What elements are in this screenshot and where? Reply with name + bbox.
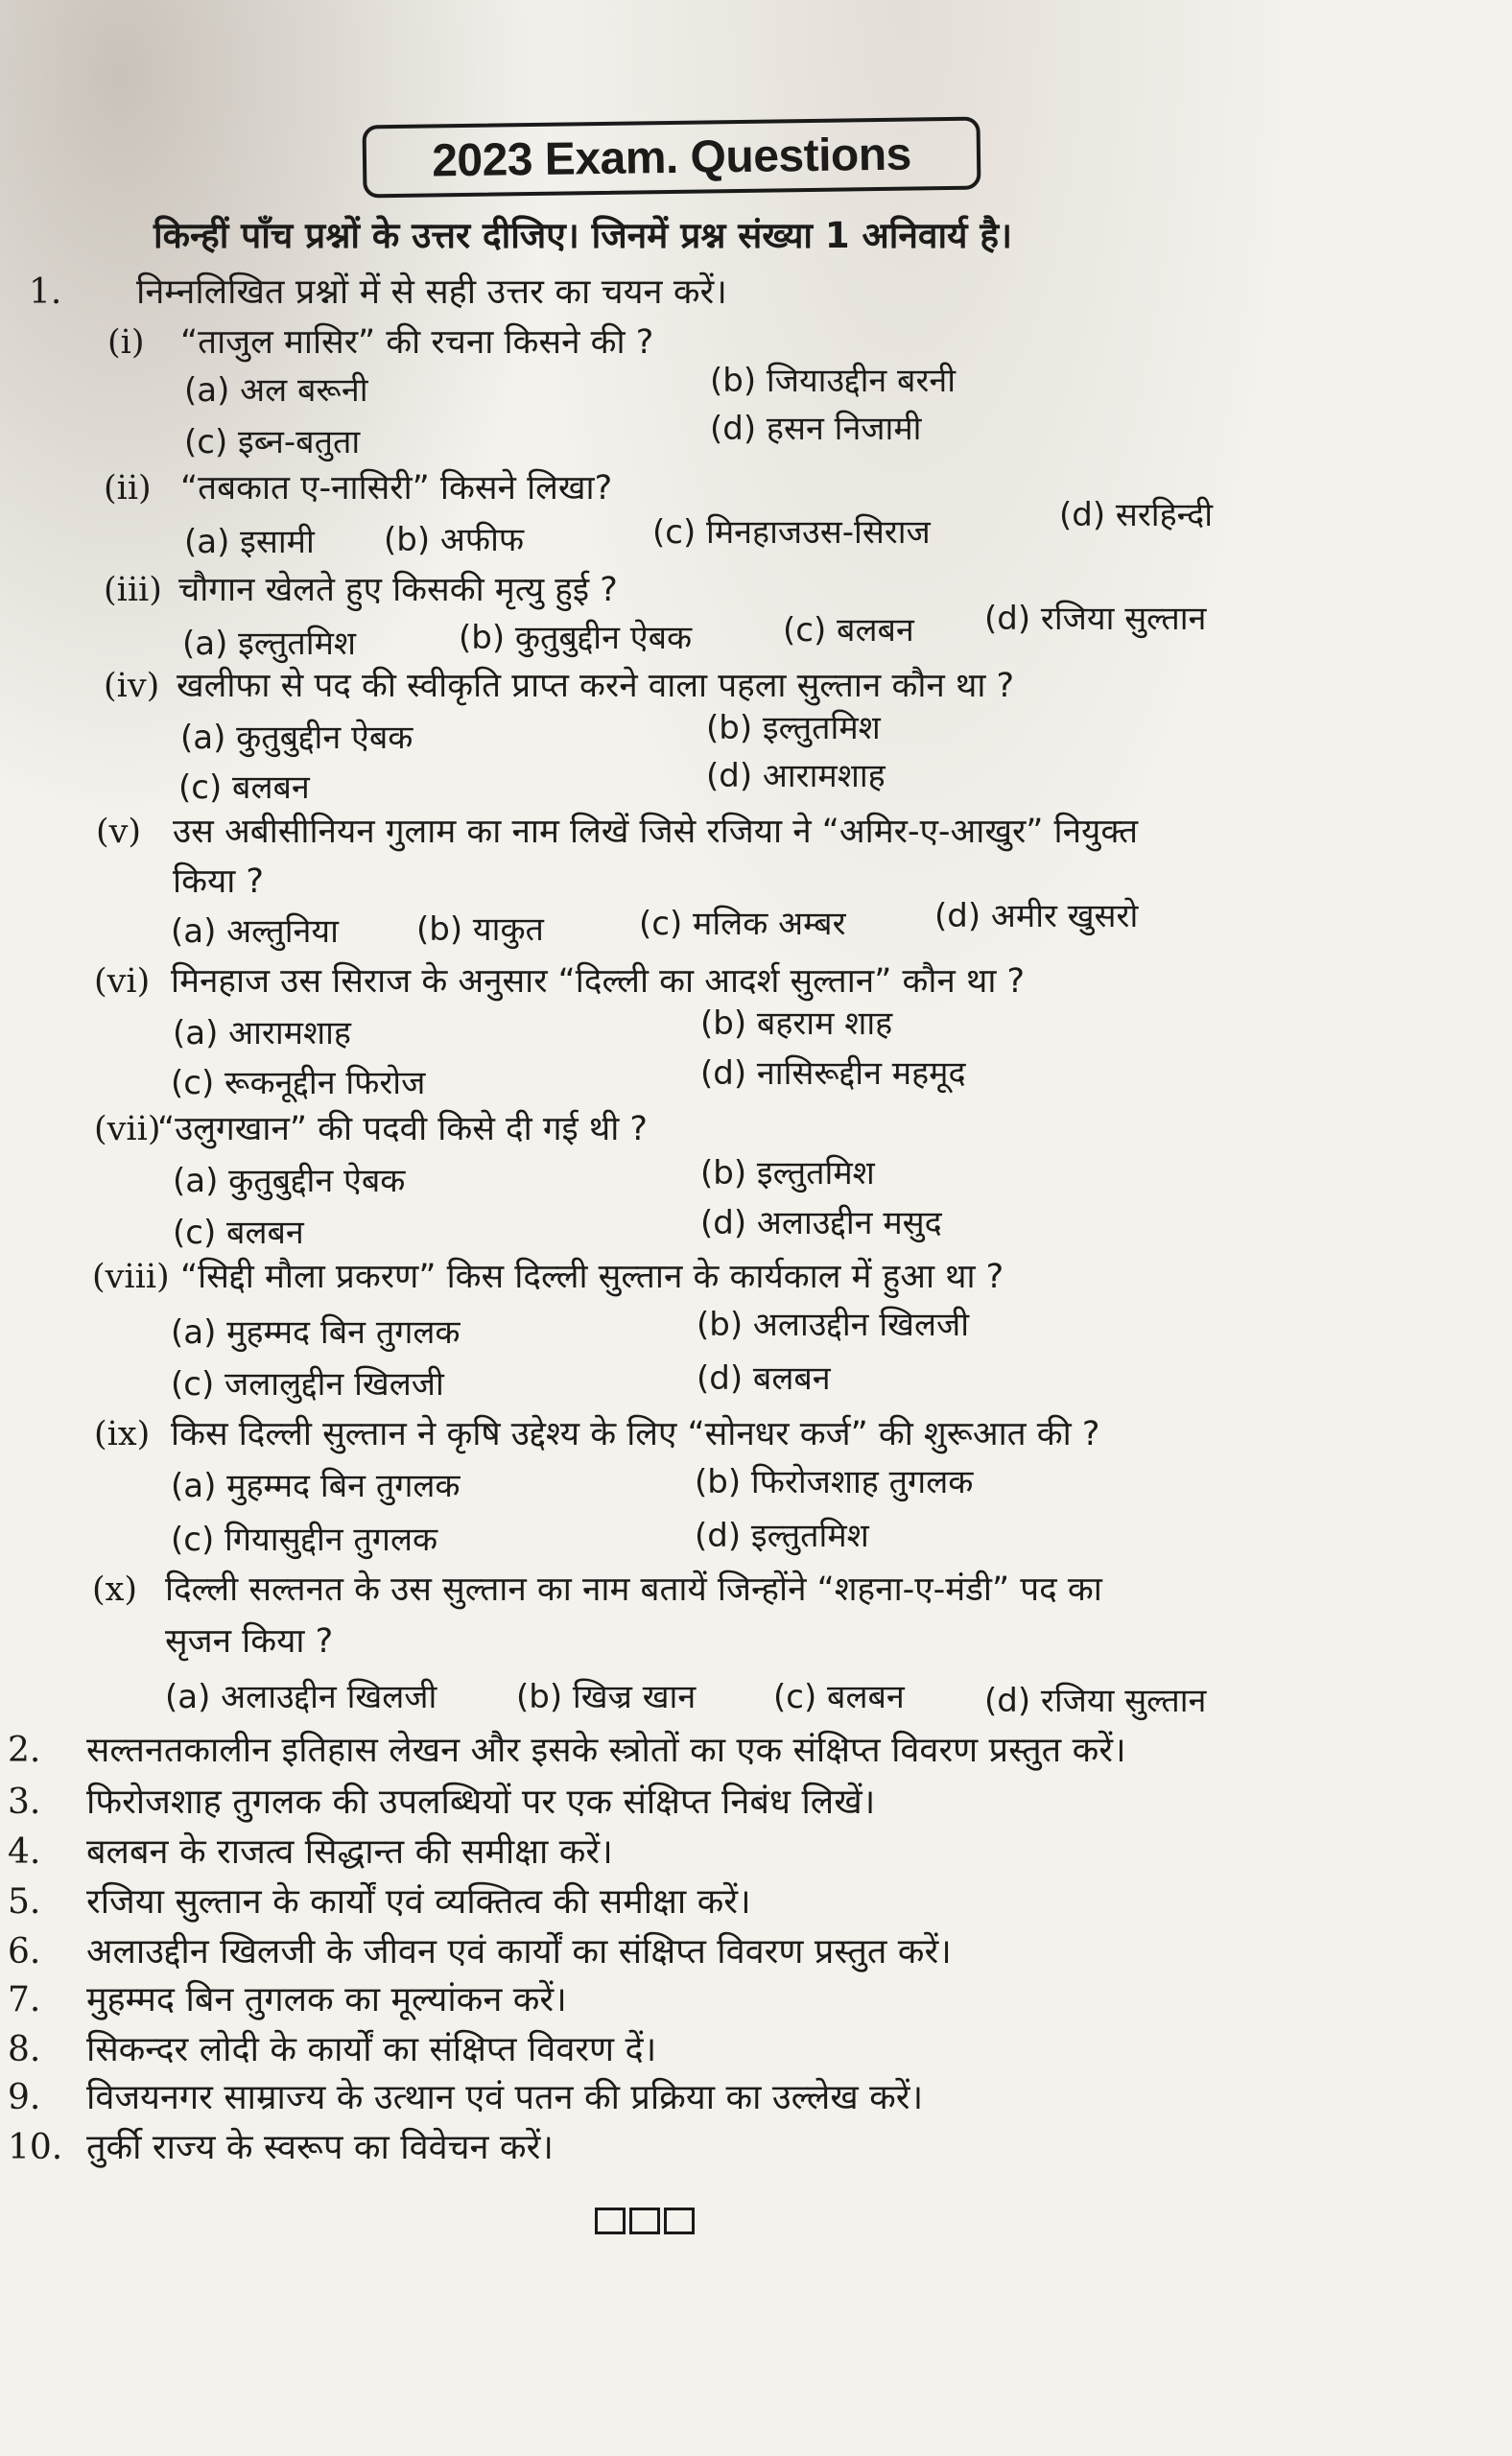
option: (a) अल बरूनी (184, 371, 368, 410)
option: (c) बलबन (773, 1678, 905, 1716)
title-box (363, 117, 981, 199)
option: (b) फिरोजशाह तुगलक (695, 1463, 974, 1501)
option: (b) इल्तुतमिश (706, 709, 881, 747)
sub-question-text: दिल्ली सल्तनत के उस सुल्तान का नाम बतायें जिन्होंने “शहना-ए-मंडी” पद का (165, 1570, 1102, 1609)
sub-question-text: खलीफा से पद की स्वीकृति प्राप्त करने वाला पहला सुल्तान कौन था ? (177, 667, 1015, 705)
question-text: निम्नलिखित प्रश्नों में से सही उत्तर का चयन करें। (136, 272, 727, 312)
sub-question-i (107, 319, 653, 364)
question-9 (8, 2072, 1447, 2119)
question-3 (8, 1777, 1447, 1824)
option: (d) हसन निजामी (710, 410, 922, 448)
question-8 (8, 2024, 1447, 2071)
sub-question-text: उस अबीसीनियन गुलाम का नाम लिखें जिसे रजिया ने “अमिर-ए-आखुर” नियुक्त (173, 813, 1139, 851)
sub-question-vi (94, 957, 1025, 1003)
sub-question-text: मिनहाज उस सिराज के अनुसार “दिल्ली का आदर्श सुल्तान” कौन था ? (171, 962, 1026, 1001)
sub-question-ix (94, 1410, 1099, 1455)
sub-question-number: (iii) (104, 571, 162, 609)
option: (b) जियाउद्दीन बरनी (710, 362, 957, 400)
sub-question-number: (i) (107, 323, 145, 362)
sub-question-number: (vi) (94, 962, 151, 1001)
question-text: रजिया सुल्तान के कार्यों एवं व्यक्तित्व की समीक्षा करें। (86, 1882, 751, 1922)
option: (c) जलालुद्दीन खिलजी (171, 1365, 444, 1404)
question-7 (8, 1974, 1447, 2021)
page-title: 2023 Exam. Questions (431, 129, 912, 186)
option: (c) बलबन (783, 611, 914, 649)
sub-question-iv (104, 662, 1014, 707)
question-5 (8, 1877, 1447, 1924)
option: (c) बलबन (178, 768, 310, 807)
question-number: 4. (8, 1832, 41, 1872)
question-1 (29, 267, 1468, 314)
option: (d) अमीर खुसरो (934, 897, 1139, 935)
question-text: फिरोजशाह तुगलक की उपलब्धियों पर एक संक्षिप्त निबंध लिखें। (86, 1783, 876, 1822)
sub-question-text: चौगान खेलते हुए किसकी मृत्यु हुई ? (178, 571, 618, 609)
option: (a) अल्तुनिया (171, 912, 339, 951)
option: (b) कुतुबुद्दीन ऐबक (459, 619, 693, 657)
question-number: 9. (8, 2078, 41, 2117)
option: (a) कुतुबुद्दीन ऐबक (180, 719, 413, 757)
question-6 (8, 1926, 1447, 1973)
option: (a) कुतुबुद्दीन ऐबक (173, 1162, 406, 1200)
question-text: सल्तनतकालीन इतिहास लेखन और इसके स्त्रोतों का एक संक्षिप्त विवरण प्रस्तुत करें। (86, 1731, 1126, 1770)
sub-question-number: (viii) (92, 1258, 170, 1296)
option: (a) आरामशाह (173, 1014, 351, 1052)
question-text: अलाउद्दीन खिलजी के जीवन एवं कार्यों का संक्षिप्त विवरण प्रस्तुत करें। (86, 1932, 952, 1972)
sub-question-text: “सिद्दी मौला प्रकरण” किस दिल्ली सुल्तान के कार्यकाल में हुआ था ? (180, 1258, 1004, 1296)
option: (d) इल्तुतमिश (695, 1517, 869, 1555)
option: (d) रजिया सुल्तान (984, 1682, 1207, 1720)
sub-question-text-continued: सृजन किया ? (165, 1622, 334, 1661)
sub-question-number: (vii) (94, 1110, 161, 1148)
option: (d) आरामशाह (706, 757, 886, 795)
sub-question-number: (v) (96, 813, 142, 851)
option: (c) मलिक अम्बर (639, 905, 846, 943)
sub-question-number: (ii) (104, 469, 152, 508)
end-marker (595, 2200, 698, 2238)
question-text: सिकन्दर लोदी के कार्यों का संक्षिप्त विवरण दें। (86, 2030, 657, 2069)
sub-question-number: (ix) (94, 1415, 151, 1453)
option: (b) खिज्र खान (516, 1678, 697, 1716)
question-text: विजयनगर साम्राज्य के उत्थान एवं पतन की प्रक्रिया का उल्लेख करें। (86, 2078, 924, 2117)
question-2 (8, 1725, 1447, 1772)
sub-question-text-continued: किया ? (173, 862, 265, 901)
option: (a) इल्तुतमिश (182, 625, 357, 663)
sub-question-v (96, 808, 1138, 853)
option: (c) बलबन (173, 1214, 304, 1252)
option: (b) इल्तुतमिश (700, 1154, 875, 1193)
question-number: 7. (8, 1980, 41, 2019)
option: (d) सरहिन्दी (1059, 496, 1214, 534)
option: (c) मिनहाजउस-सिराज (652, 513, 931, 552)
option: (b) अलाउद्दीन खिलजी (697, 1306, 970, 1344)
option: (c) इब्न-बतुता (184, 423, 361, 461)
sub-question-text: किस दिल्ली सुल्तान ने कृषि उद्देश्य के लिए “सोनधर कर्ज” की शुरूआत की ? (171, 1415, 1100, 1453)
option: (a) मुहम्मद बिन तुगलक (171, 1313, 461, 1352)
question-10 (8, 2122, 1447, 2169)
option: (b) याकुत (416, 910, 544, 949)
question-text: मुहम्मद बिन तुगलक का मूल्यांकन करें। (86, 1980, 567, 2019)
sub-question-ii (104, 464, 612, 509)
option: (c) गियासुद्दीन तुगलक (171, 1521, 438, 1559)
question-number: 10. (8, 2128, 63, 2167)
sub-question-viii (92, 1253, 1004, 1298)
instruction-text: किन्हीं पाँच प्रश्नों के उत्तर दीजिए। जिनमें प्रश्न संख्या 1 अनिवार्य है। (154, 215, 1013, 256)
sub-question-number: (iv) (104, 667, 160, 705)
question-number: 1. (29, 272, 62, 312)
question-4 (8, 1827, 1447, 1874)
question-text: बलबन के राजत्व सिद्धान्त की समीक्षा करें। (86, 1832, 613, 1872)
option: (a) अलाउद्दीन खिलजी (165, 1678, 437, 1716)
option: (b) अफीफ (384, 521, 525, 559)
sub-question-text: “उलुगखान” की पदवी किसे दी गई थी ? (157, 1110, 648, 1148)
sub-question-text: “तबकात ए-नासिरी” किसने लिखा? (180, 469, 613, 508)
question-number: 6. (8, 1932, 41, 1972)
sub-question-vii (94, 1105, 648, 1150)
option: (d) नासिरूद्दीन महमूद (700, 1054, 966, 1093)
option: (b) बहराम शाह (700, 1004, 893, 1043)
option: (c) रूकनूद्दीन फिरोज (171, 1064, 426, 1102)
option: (d) बलबन (697, 1359, 831, 1398)
question-number: 2. (8, 1731, 41, 1770)
sub-question-number: (x) (92, 1570, 138, 1609)
option: (d) रजिया सुल्तान (984, 600, 1207, 638)
option: (d) अलाउद्दीन मसुद (700, 1204, 942, 1242)
sub-question-iii (104, 566, 618, 611)
sub-question-x (92, 1566, 1102, 1611)
option: (a) मुहम्मद बिन तुगलक (171, 1467, 461, 1505)
question-number: 3. (8, 1783, 41, 1822)
sub-question-text: “ताजुल मासिर” की रचना किसने की ? (180, 323, 654, 362)
question-number: 5. (8, 1882, 41, 1922)
question-text: तुर्की राज्य के स्वरूप का विवेचन करें। (86, 2128, 554, 2167)
option: (a) इसामी (184, 523, 315, 561)
question-number: 8. (8, 2030, 41, 2069)
